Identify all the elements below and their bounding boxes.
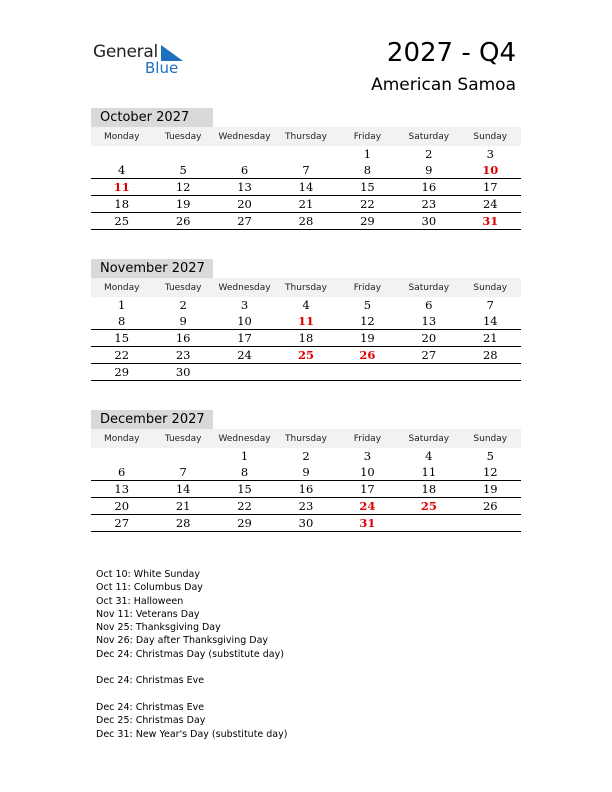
weekday-header: Sunday: [460, 127, 521, 146]
week-row: [91, 448, 521, 464]
month-title: December 2027: [91, 410, 213, 429]
day-cell: 25: [275, 347, 336, 364]
day-cell: 18: [91, 196, 152, 213]
week-row: [91, 330, 521, 347]
day-cell: 6: [425, 298, 433, 312]
weekday-header: Saturday: [398, 127, 459, 146]
day-cell: 1: [118, 298, 126, 312]
month-december: [91, 410, 521, 532]
day-cell: 2: [425, 147, 433, 161]
day-cell: 16: [152, 330, 213, 347]
day-cell: 14: [275, 179, 336, 196]
holiday-notes: [96, 568, 287, 741]
day-cell: 6: [214, 162, 275, 179]
day-cell: 9: [275, 464, 336, 481]
day-cell: 4: [91, 162, 152, 179]
day-cell: 11: [275, 313, 336, 330]
day-cell: 5: [486, 449, 494, 463]
day-cell: 24: [460, 196, 521, 213]
weekday-header: Tuesday: [152, 278, 213, 297]
week-row: [91, 364, 521, 381]
day-cell: 29: [91, 364, 152, 381]
weekday-header: Sunday: [460, 278, 521, 297]
empty-cell: [398, 364, 459, 381]
weekday-header: Friday: [337, 278, 398, 297]
day-cell: 25: [91, 213, 152, 230]
day-cell: 14: [152, 481, 213, 498]
day-cell: 22: [91, 347, 152, 364]
week-row: [91, 179, 521, 196]
weekday-header: Saturday: [398, 278, 459, 297]
day-cell: 22: [337, 196, 398, 213]
day-cell: 17: [460, 179, 521, 196]
day-cell: 20: [398, 330, 459, 347]
week-row: [91, 313, 521, 330]
day-cell: 10: [337, 464, 398, 481]
day-cell: 7: [152, 464, 213, 481]
empty-cell: [152, 146, 213, 162]
holiday-note: Nov 11: Veterans Day: [96, 608, 200, 620]
empty-cell: [398, 515, 459, 532]
day-cell: 25: [398, 498, 459, 515]
logo-word-general: General: [93, 42, 158, 62]
holiday-note: Oct 31: Halloween: [96, 595, 184, 607]
day-cell: 12: [152, 179, 213, 196]
calendar-table: [91, 429, 521, 532]
weekday-header: Thursday: [275, 127, 336, 146]
holiday-note: Nov 26: Day after Thanksgiving Day: [96, 635, 269, 647]
week-row: [91, 196, 521, 213]
week-row: [91, 347, 521, 364]
month-title: November 2027: [91, 259, 213, 278]
day-cell: 16: [275, 481, 336, 498]
day-cell: 9: [398, 162, 459, 179]
holiday-note: Dec 24: Christmas Day (substitute day): [96, 648, 284, 660]
day-cell: 3: [240, 298, 249, 312]
day-cell: 23: [398, 196, 459, 213]
day-cell: 17: [337, 481, 398, 498]
weekday-header: Thursday: [275, 429, 336, 448]
brand-logo: [93, 40, 193, 80]
day-cell: 24: [214, 347, 275, 364]
week-row: [91, 162, 521, 179]
holiday-note: Oct 10: White Sunday: [96, 569, 200, 580]
day-cell: 19: [337, 330, 398, 347]
week-row: [91, 515, 521, 532]
day-cell: 17: [214, 330, 275, 347]
day-cell: 3: [486, 147, 494, 161]
empty-cell: [214, 364, 275, 381]
day-cell: 10: [214, 313, 275, 330]
day-cell: 18: [398, 481, 459, 498]
day-cell: 23: [152, 347, 213, 364]
day-cell: 21: [152, 498, 213, 515]
month-october: [91, 108, 521, 230]
empty-cell: [91, 146, 152, 162]
holiday-note: Dec 31: New Year's Day (substitute day): [96, 728, 288, 740]
day-cell: 13: [398, 313, 459, 330]
weekday-header: Friday: [337, 127, 398, 146]
day-cell: 8: [337, 162, 398, 179]
empty-cell: [152, 448, 213, 464]
day-cell: 12: [460, 464, 521, 481]
day-cell: 15: [91, 330, 152, 347]
day-cell: 19: [460, 481, 521, 498]
weekday-header: Thursday: [275, 278, 336, 297]
day-cell: 21: [460, 330, 521, 347]
week-row: [91, 146, 521, 162]
day-cell: 10: [460, 162, 521, 179]
empty-cell: [275, 364, 336, 381]
day-cell: 2: [302, 449, 310, 463]
day-cell: 26: [152, 213, 213, 230]
logo-word-blue: Blue: [145, 59, 179, 77]
day-cell: 6: [91, 464, 152, 481]
weekday-header: Wednesday: [214, 127, 275, 146]
empty-cell: [91, 448, 152, 464]
day-cell: 29: [337, 213, 398, 230]
week-row: [91, 498, 521, 515]
holiday-note: Dec 24: Christmas Eve: [96, 675, 205, 687]
day-cell: 13: [91, 481, 152, 498]
weekday-header: Saturday: [398, 429, 459, 448]
week-row: [91, 464, 521, 481]
day-cell: 8: [214, 464, 275, 481]
day-cell: 13: [214, 179, 275, 196]
day-cell: 27: [91, 515, 152, 532]
day-cell: 29: [214, 515, 275, 532]
weekday-header: Friday: [337, 429, 398, 448]
weekday-header: Monday: [91, 278, 152, 297]
day-cell: 4: [302, 298, 310, 312]
month-title: October 2027: [91, 108, 213, 127]
day-cell: 15: [337, 179, 398, 196]
week-row: [91, 481, 521, 498]
weekday-header: Tuesday: [152, 429, 213, 448]
day-cell: 28: [460, 347, 521, 364]
day-cell: 2: [179, 298, 187, 312]
day-cell: 14: [460, 313, 521, 330]
day-cell: 31: [460, 213, 521, 230]
day-cell: 5: [152, 162, 213, 179]
note-spacer: [96, 661, 287, 674]
day-cell: 1: [363, 147, 372, 161]
day-cell: 24: [337, 498, 398, 515]
month-november: [91, 259, 521, 381]
empty-cell: [460, 364, 521, 381]
holiday-note: Nov 25: Thanksgiving Day: [96, 622, 221, 634]
day-cell: 20: [214, 196, 275, 213]
day-cell: 20: [91, 498, 152, 515]
day-cell: 30: [152, 364, 213, 381]
calendar-table: [91, 127, 521, 230]
day-cell: 8: [91, 313, 152, 330]
day-cell: 1: [240, 449, 249, 463]
empty-cell: [275, 146, 336, 162]
day-cell: 26: [337, 347, 398, 364]
holiday-note: Dec 24: Christmas Eve: [96, 701, 205, 713]
weekday-header: Tuesday: [152, 127, 213, 146]
day-cell: 19: [152, 196, 213, 213]
empty-cell: [214, 146, 275, 162]
day-cell: 11: [398, 464, 459, 481]
day-cell: 31: [337, 515, 398, 532]
day-cell: 23: [275, 498, 336, 515]
day-cell: 16: [398, 179, 459, 196]
day-cell: 27: [398, 347, 459, 364]
day-cell: 9: [152, 313, 213, 330]
holiday-note: Dec 25: Christmas Day: [96, 715, 206, 727]
day-cell: 26: [460, 498, 521, 515]
day-cell: 5: [363, 298, 372, 312]
page-subtitle: American Samoa: [371, 75, 516, 95]
day-cell: 7: [275, 162, 336, 179]
calendar-table: [91, 278, 521, 381]
empty-cell: [460, 515, 521, 532]
day-cell: 27: [214, 213, 275, 230]
day-cell: 3: [363, 449, 372, 463]
day-cell: 4: [425, 449, 433, 463]
day-cell: 21: [275, 196, 336, 213]
day-cell: 30: [275, 515, 336, 532]
weekday-header: Monday: [91, 429, 152, 448]
day-cell: 22: [214, 498, 275, 515]
weekday-header: Wednesday: [214, 429, 275, 448]
note-spacer: [96, 688, 287, 701]
weekday-header: Sunday: [460, 429, 521, 448]
day-cell: 12: [337, 313, 398, 330]
day-cell: 11: [91, 179, 152, 196]
page-title: 2027 - Q4: [386, 38, 516, 68]
day-cell: 28: [275, 213, 336, 230]
weekday-header: Monday: [91, 127, 152, 146]
week-row: [91, 213, 521, 230]
empty-cell: [337, 364, 398, 381]
weekday-header: Wednesday: [214, 278, 275, 297]
day-cell: 18: [275, 330, 336, 347]
day-cell: 30: [398, 213, 459, 230]
holiday-note: Oct 11: Columbus Day: [96, 582, 203, 594]
day-cell: 28: [152, 515, 213, 532]
week-row: [91, 297, 521, 313]
day-cell: 7: [486, 298, 494, 312]
day-cell: 15: [214, 481, 275, 498]
